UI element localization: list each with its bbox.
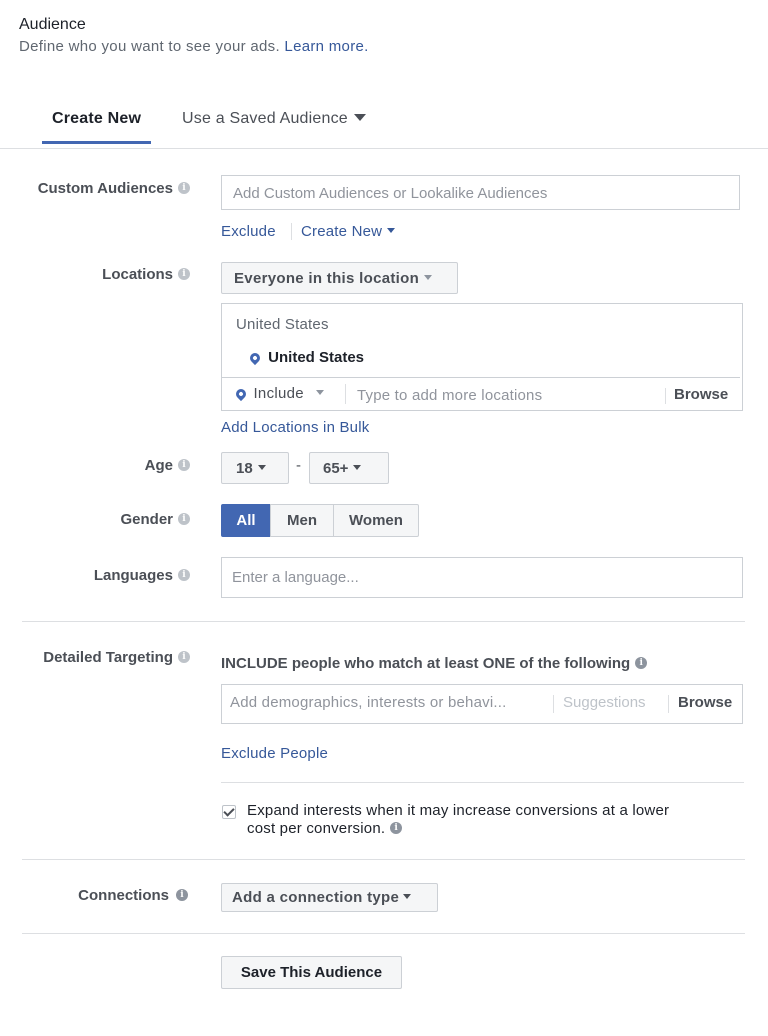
exclude-link[interactable]: Exclude [221,223,276,240]
connection-type-dropdown[interactable] [221,883,438,912]
link-divider [291,223,292,240]
age-max-value: 65+ [323,460,349,477]
connections-label-text: Connections [78,887,169,904]
detailed-targeting-label [0,649,190,666]
tab-saved-audience[interactable] [182,110,366,128]
locations-label [0,266,190,283]
gender-men-button[interactable]: Men [270,504,334,537]
add-locations-bulk-link[interactable]: Add Locations in Bulk [221,419,370,436]
locations-browse-button[interactable]: Browse [674,386,729,403]
locations-input-divider [221,377,740,378]
section-subtitle [19,38,369,55]
expand-interests-line1: Expand interests when it may increase conversions at a lower [247,802,670,819]
section-divider [22,621,745,622]
location-scope-dropdown[interactable] [221,262,458,294]
caret-down-icon [258,465,266,470]
expand-interests-checkbox[interactable] [222,805,236,819]
caret-down-icon [354,114,366,121]
locations-label-text: Locations [102,266,173,283]
info-icon[interactable]: i [178,182,190,194]
selected-location-name: United States [268,349,365,366]
exclude-people-link[interactable]: Exclude People [221,745,329,762]
add-locations-input[interactable]: Type to add more locations [357,387,543,404]
include-criteria-label: INCLUDE people who match at least ONE of the following [221,655,631,672]
info-icon[interactable]: i [178,569,190,581]
info-icon[interactable]: i [178,459,190,471]
detailed-targeting-browse-button[interactable]: Browse [678,694,733,711]
caret-down-icon [387,228,395,233]
browse-divider [668,695,669,713]
location-pin-icon [234,387,248,401]
info-icon[interactable]: i [635,657,647,669]
include-label: Include [253,385,304,402]
create-new-dropdown[interactable] [301,223,395,240]
languages-label-text: Languages [93,567,173,584]
info-icon[interactable]: i [178,513,190,525]
age-label-text: Age [144,457,173,474]
custom-audiences-input[interactable]: Add Custom Audiences or Lookalike Audiences [221,175,740,210]
custom-audiences-label [0,180,190,197]
caret-down-icon [353,465,361,470]
age-min-dropdown[interactable] [221,452,289,484]
languages-label [0,567,190,584]
gender-label [0,511,190,528]
tabs-divider [0,148,768,149]
gender-label-text: Gender [120,511,173,528]
connection-type-value: Add a connection type [232,889,400,906]
age-min-value: 18 [236,460,253,477]
caret-down-icon [403,894,411,899]
include-criteria-text [221,655,647,672]
age-max-dropdown[interactable] [309,452,389,484]
location-pin-icon [248,351,262,365]
gender-all-button[interactable]: All [221,504,271,537]
custom-audiences-label-text: Custom Audiences [37,180,173,197]
info-icon[interactable]: i [178,651,190,663]
include-divider [345,384,346,404]
tab-create-new[interactable]: Create New [52,110,142,127]
selected-location[interactable] [250,349,364,366]
create-new-label: Create New [301,223,383,240]
age-label [0,457,190,474]
info-icon[interactable]: i [178,268,190,280]
include-dropdown[interactable] [236,385,324,402]
connections-label [0,887,188,904]
caret-down-icon [424,275,432,280]
expand-interests-line2: cost per conversion. [247,820,386,837]
gender-women-button[interactable]: Women [333,504,419,537]
suggestions-button[interactable]: Suggestions [563,694,646,711]
caret-down-icon [316,390,324,395]
targeting-divider [221,782,744,783]
section-divider [22,933,745,934]
language-input[interactable]: Enter a language... [221,557,743,598]
location-scope-value: Everyone in this location [234,270,420,287]
detailed-targeting-input[interactable]: Add demographics, interests or behavi... [230,694,507,711]
age-range-dash: - [296,457,301,474]
info-icon[interactable]: i [390,822,402,834]
browse-divider [665,388,666,404]
section-title: Audience [19,16,86,33]
subtitle-text: Define who you want to see your ads. [19,38,280,55]
tab-saved-audience-label: Use a Saved Audience [182,110,348,127]
suggestions-divider [553,695,554,713]
section-divider [22,859,745,860]
save-audience-button[interactable]: Save This Audience [221,956,402,989]
detailed-targeting-label-text: Detailed Targeting [43,649,173,666]
expand-interests-text [247,802,669,838]
location-group-header: United States [236,316,329,333]
learn-more-link[interactable]: Learn more. [284,38,369,55]
info-icon[interactable]: i [176,889,188,901]
